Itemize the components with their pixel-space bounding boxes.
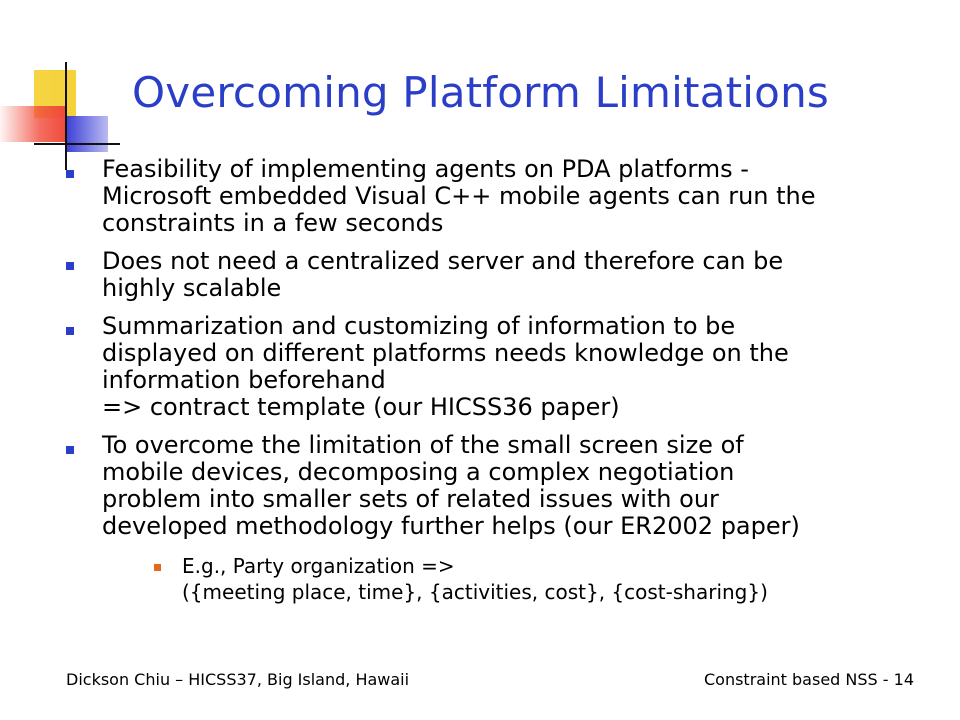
- footer-presenter: Dickson Chiu – HICSS37, Big Island, Hawaii: [66, 670, 410, 689]
- sub-bullet-text: E.g., Party organization => ({meeting place, time}, {activities, cost}, {cost-sharing}): [182, 554, 768, 604]
- bullet-item: [64, 248, 948, 302]
- slide-logo-decoration: [0, 0, 120, 180]
- square-bullet-icon: [66, 170, 74, 178]
- bullet-text: Feasibility of implementing agents on PDA platforms - Microsoft embedded Visual C++ mobile agents can run the constraints in a few seconds: [102, 155, 816, 237]
- bullet-item: [64, 156, 948, 237]
- slide-title: Overcoming Platform Limitations: [132, 68, 829, 117]
- bullet-text: Does not need a centralized server and therefore can be highly scalable: [102, 247, 784, 302]
- bullet-item: [64, 313, 948, 421]
- square-sub-bullet-icon: [154, 564, 161, 571]
- bullet-text: To overcome the limitation of the small screen size of mobile devices, decomposing a complex negotiation problem into smaller sets of related issues with our developed methodology further helps (our ER2002 paper): [102, 431, 800, 540]
- square-bullet-icon: [66, 327, 74, 335]
- square-bullet-icon: [66, 446, 74, 454]
- footer-slide-number: Constraint based NSS - 14: [703, 670, 914, 689]
- bullet-text: Summarization and customizing of information to be displayed on different platforms needs knowledge on the information beforehand => contract template (our HICSS36 paper): [102, 312, 789, 421]
- bullet-item: [64, 432, 948, 605]
- sub-bullet-item: [154, 553, 948, 605]
- bullet-list: [64, 156, 948, 605]
- square-bullet-icon: [66, 262, 74, 270]
